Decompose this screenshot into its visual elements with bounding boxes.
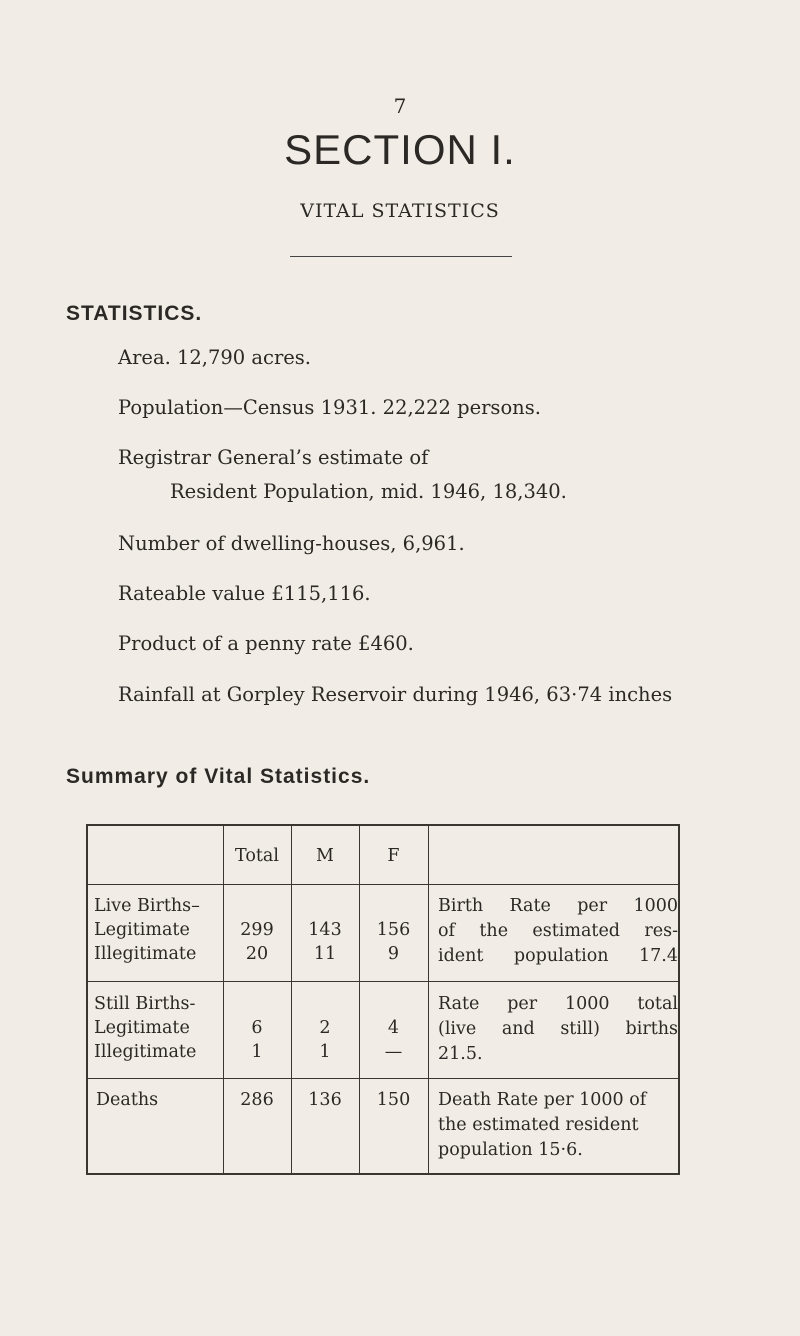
- note-line: (live and still) births: [438, 1019, 678, 1039]
- section-subtitle: VITAL STATISTICS: [300, 200, 500, 222]
- row-label: Illegitimate: [94, 944, 197, 964]
- row-label: Illegitimate: [94, 1042, 197, 1062]
- cell-m: 1: [319, 1042, 331, 1062]
- note-line: Rate per 1000 total: [438, 994, 678, 1014]
- note-line: the estimated resident: [438, 1115, 639, 1135]
- deaths-total: 286: [240, 1090, 274, 1110]
- live-births-label: Live Births–: [94, 896, 200, 916]
- table-top-border: [86, 824, 680, 826]
- registrar-line-2: Resident Population, mid. 1946, 18,340.: [170, 480, 567, 503]
- still-births-label: Still Births-: [94, 994, 196, 1014]
- still-birth-rate-note: [438, 992, 678, 1067]
- cell-m: 11: [313, 944, 337, 964]
- penny-rate-line: Product of a penny rate £460.: [118, 632, 414, 655]
- column-divider: [291, 824, 292, 1174]
- cell-m: 143: [308, 920, 342, 940]
- note-line: ident population 17.4: [438, 946, 678, 966]
- cell-total: 6: [251, 1018, 263, 1038]
- cell-f: 156: [376, 920, 411, 940]
- rainfall-line: Rainfall at Gorpley Reservoir during 1946, 63·74 inches: [118, 683, 673, 706]
- rateable-value-line: Rateable value £115,116.: [118, 582, 371, 605]
- cell-f: —: [384, 1042, 403, 1062]
- table-left-border: [86, 824, 88, 1174]
- note-line: population 15·6.: [438, 1140, 583, 1160]
- deaths-label: Deaths: [96, 1090, 159, 1110]
- birth-rate-note: [438, 894, 678, 969]
- cell-total: 20: [245, 944, 269, 964]
- note-line: 21.5.: [438, 1044, 483, 1064]
- table-right-border: [678, 824, 680, 1174]
- column-divider: [223, 824, 224, 1174]
- note-line: of the estimated res-: [438, 921, 678, 941]
- header-f: F: [387, 846, 400, 866]
- cell-total: 1: [251, 1042, 263, 1062]
- row-divider: [86, 981, 680, 982]
- cell-f: 9: [387, 944, 400, 964]
- header-total: Total: [235, 846, 279, 866]
- deaths-f: 150: [376, 1090, 411, 1110]
- row-divider: [86, 884, 680, 885]
- page-number: 7: [393, 94, 407, 118]
- row-label: Legitimate: [94, 920, 190, 940]
- section-title: SECTION I.: [284, 126, 516, 173]
- area-line: Area. 12,790 acres.: [118, 346, 312, 369]
- population-line: Population—Census 1931. 22,222 persons.: [118, 396, 541, 419]
- dwellings-line: Number of dwelling-houses, 6,961.: [118, 532, 465, 555]
- note-line: Birth Rate per 1000: [438, 896, 678, 916]
- row-label: Legitimate: [94, 1018, 190, 1038]
- cell-total: 299: [240, 920, 274, 940]
- header-m: M: [316, 846, 334, 866]
- note-line: Death Rate per 1000 of: [438, 1090, 647, 1110]
- row-divider: [86, 1078, 680, 1079]
- statistics-heading: STATISTICS.: [66, 302, 203, 325]
- column-divider: [428, 824, 429, 1174]
- vital-statistics-table: [86, 824, 680, 1174]
- table-bottom-border: [86, 1173, 680, 1175]
- summary-heading: Summary of Vital Statistics.: [66, 765, 371, 788]
- divider-rule: [290, 256, 512, 257]
- cell-m: 2: [319, 1018, 331, 1038]
- column-divider: [359, 824, 360, 1174]
- registrar-line-1: Registrar General’s estimate of: [118, 446, 429, 469]
- deaths-m: 136: [308, 1090, 342, 1110]
- cell-f: 4: [387, 1018, 400, 1038]
- death-rate-note: [438, 1088, 678, 1163]
